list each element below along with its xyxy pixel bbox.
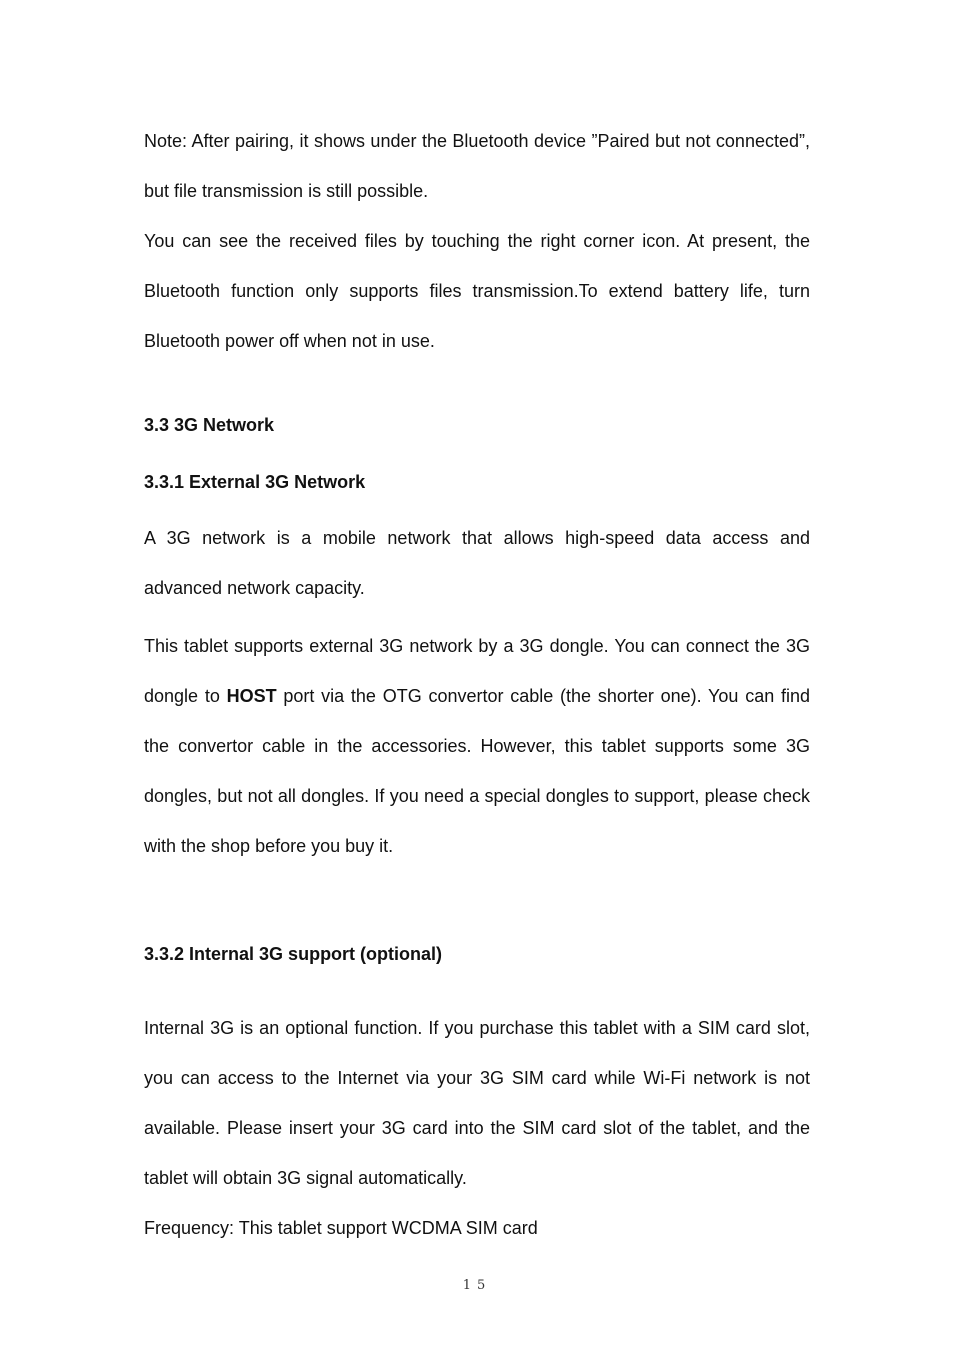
- section-heading-3-3-1: 3.3.1 External 3G Network: [144, 472, 366, 492]
- internal-3g-paragraph: Internal 3G is an optional function. If you purchase this tablet with a SIM card slot, you can access to the Internet via your 3G SIM card while Wi-Fi network is not available. Please insert your 3G card into the SIM card slot of the tablet, and the tablet will obtain 3G signal automatically.: [144, 1018, 810, 1188]
- note-paragraph: Note: After pairing, it shows under the Bluetooth device ”Paired but not connected”, but file transmission is still possible.: [144, 131, 810, 201]
- frequency-paragraph: Frequency: This tablet support WCDMA SIM card: [144, 1218, 538, 1238]
- received-files-paragraph: You can see the received files by touching the right corner icon. At present, the Bluetooth function only supports files transmission.To extend battery life, turn Bluetooth power off when not in use.: [144, 231, 810, 351]
- external-3g-text-part1: This tablet supports external 3G network by a 3G dongle. You can connect the 3G dongle to: [144, 636, 810, 706]
- section-heading-3-3: 3.3 3G Network: [144, 415, 275, 435]
- section-heading-3-3-2: 3.3.2 Internal 3G support (optional): [144, 944, 443, 964]
- network-definition-paragraph: A 3G network is a mobile network that allows high-speed data access and advanced network capacity.: [144, 528, 810, 598]
- external-3g-text-part2: port via the OTG convertor cable (the shorter one). You can find the convertor cable in the accessories. However, this tablet supports some 3G dongles, but not all dongles. If you need a special dongles to support, please check with the shop before you buy it.: [144, 686, 810, 856]
- external-3g-paragraph: [144, 621, 810, 871]
- host-port-label: HOST: [226, 686, 277, 706]
- page-number: 15: [462, 1278, 492, 1293]
